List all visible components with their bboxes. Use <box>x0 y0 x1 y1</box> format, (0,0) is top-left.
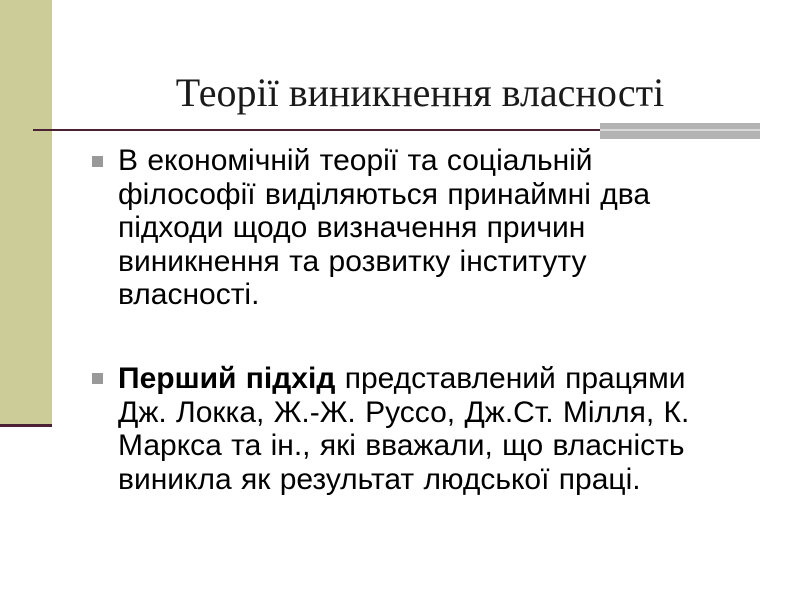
bullet-line: філософії виділяються принаймні два <box>118 177 650 211</box>
square-bullet-icon <box>92 156 103 167</box>
bullet-item-1 <box>118 144 650 312</box>
bullet-line-rest: представлений працями <box>344 362 686 395</box>
left-bar-underline <box>0 424 52 427</box>
title-underline <box>33 129 600 131</box>
left-decorative-bar <box>0 0 52 424</box>
slide-title: Теорії виникнення власності <box>175 70 665 115</box>
bullet-line: власності. <box>118 278 260 311</box>
bullet-line: виникнення та розвитку інституту <box>118 244 587 278</box>
bullet-bold-lead: Перший підхід <box>118 362 336 395</box>
bullet-line: Маркса та ін., які вважали, що власність <box>118 429 685 462</box>
bullet-line: виникла як результат людської праці. <box>118 462 641 496</box>
bullet-item-2 <box>118 362 689 496</box>
bullet-line: Дж. Локка, Ж.-Ж. Руссо, Дж.Ст. Мілля, К. <box>118 395 690 429</box>
square-bullet-icon <box>92 373 103 384</box>
bullet-line: підходи щодо визначення причин <box>118 211 586 244</box>
title-accent-stripe <box>600 129 760 131</box>
title-accent-bar <box>600 123 760 139</box>
bullet-line <box>118 362 689 396</box>
bullet-line: В економічній теорії та соціальній <box>118 144 593 177</box>
